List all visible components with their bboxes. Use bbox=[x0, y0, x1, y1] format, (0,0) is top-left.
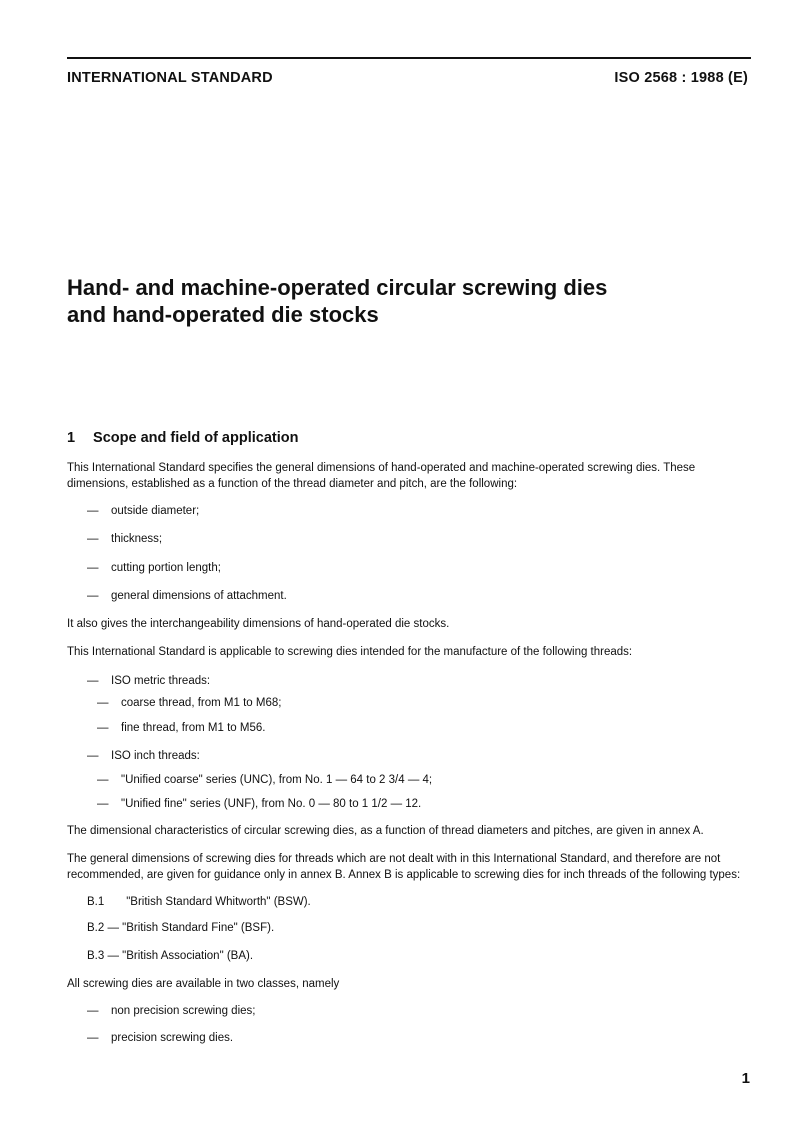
list-item: — thickness; bbox=[87, 533, 163, 545]
section-number: 1 bbox=[67, 430, 76, 446]
section-heading bbox=[67, 430, 298, 446]
header-standard-number: ISO 2568 : 1988 (E) bbox=[614, 70, 748, 86]
die-stocks-paragraph: It also gives the interchangeability dimensions of hand-operated die stocks. bbox=[67, 618, 450, 630]
list-item: — fine thread, from M1 to M56. bbox=[97, 722, 266, 734]
list-item: — "Unified coarse" series (UNC), from No. 1 — 64 to 2 3/4 — 4; bbox=[97, 774, 433, 786]
annex-b-item: B.1 "British Standard Whitworth" (BSW). bbox=[87, 896, 311, 908]
header-rule bbox=[67, 57, 751, 59]
classes-paragraph: All screwing dies are available in two classes, namely bbox=[67, 978, 340, 990]
list-item-inch: — ISO inch threads: bbox=[87, 750, 200, 762]
page-number: 1 bbox=[741, 1070, 750, 1087]
annex-b-paragraph: The general dimensions of screwing dies for threads which are not dealt with in this International Standard, and therefore are not recommended, are given for guidance only in annex B. Annex B is applicable to screwing dies for inch threads of the following types: bbox=[67, 853, 741, 881]
list-item: — general dimensions of attachment. bbox=[87, 590, 287, 602]
applicable-paragraph: This International Standard is applicable to screwing dies intended for the manufacture of the following threads: bbox=[67, 646, 633, 658]
section-title: Scope and field of application bbox=[93, 430, 299, 446]
list-item-metric: — ISO metric threads: bbox=[87, 675, 211, 687]
list-item: — non precision screwing dies; bbox=[87, 1005, 256, 1017]
list-item: — precision screwing dies. bbox=[87, 1032, 234, 1044]
intro-paragraph: This International Standard specifies the general dimensions of hand-operated and machine-operated screwing dies. These dimensions, established as a function of the thread diameter and pitch, are the following: bbox=[67, 462, 696, 490]
title-line-1: Hand- and machine-operated circular screwing dies bbox=[67, 275, 608, 300]
list-item: — cutting portion length; bbox=[87, 562, 221, 574]
annex-b-item: B.3 — "British Association" (BA). bbox=[87, 950, 254, 962]
list-item: — coarse thread, from M1 to M68; bbox=[97, 697, 282, 709]
list-item: — "Unified fine" series (UNF), from No. 0 — 80 to 1 1/2 — 12. bbox=[97, 798, 422, 810]
annex-a-paragraph: The dimensional characteristics of circular screwing dies, as a function of thread diameters and pitches, are given in annex A. bbox=[67, 825, 704, 837]
annex-b-item: B.2 — "British Standard Fine" (BSF). bbox=[87, 922, 275, 934]
header-standard-type: INTERNATIONAL STANDARD bbox=[67, 70, 273, 86]
document-title bbox=[67, 274, 757, 328]
title-line-2: and hand-operated die stocks bbox=[67, 302, 379, 327]
list-item: — outside diameter; bbox=[87, 505, 200, 517]
